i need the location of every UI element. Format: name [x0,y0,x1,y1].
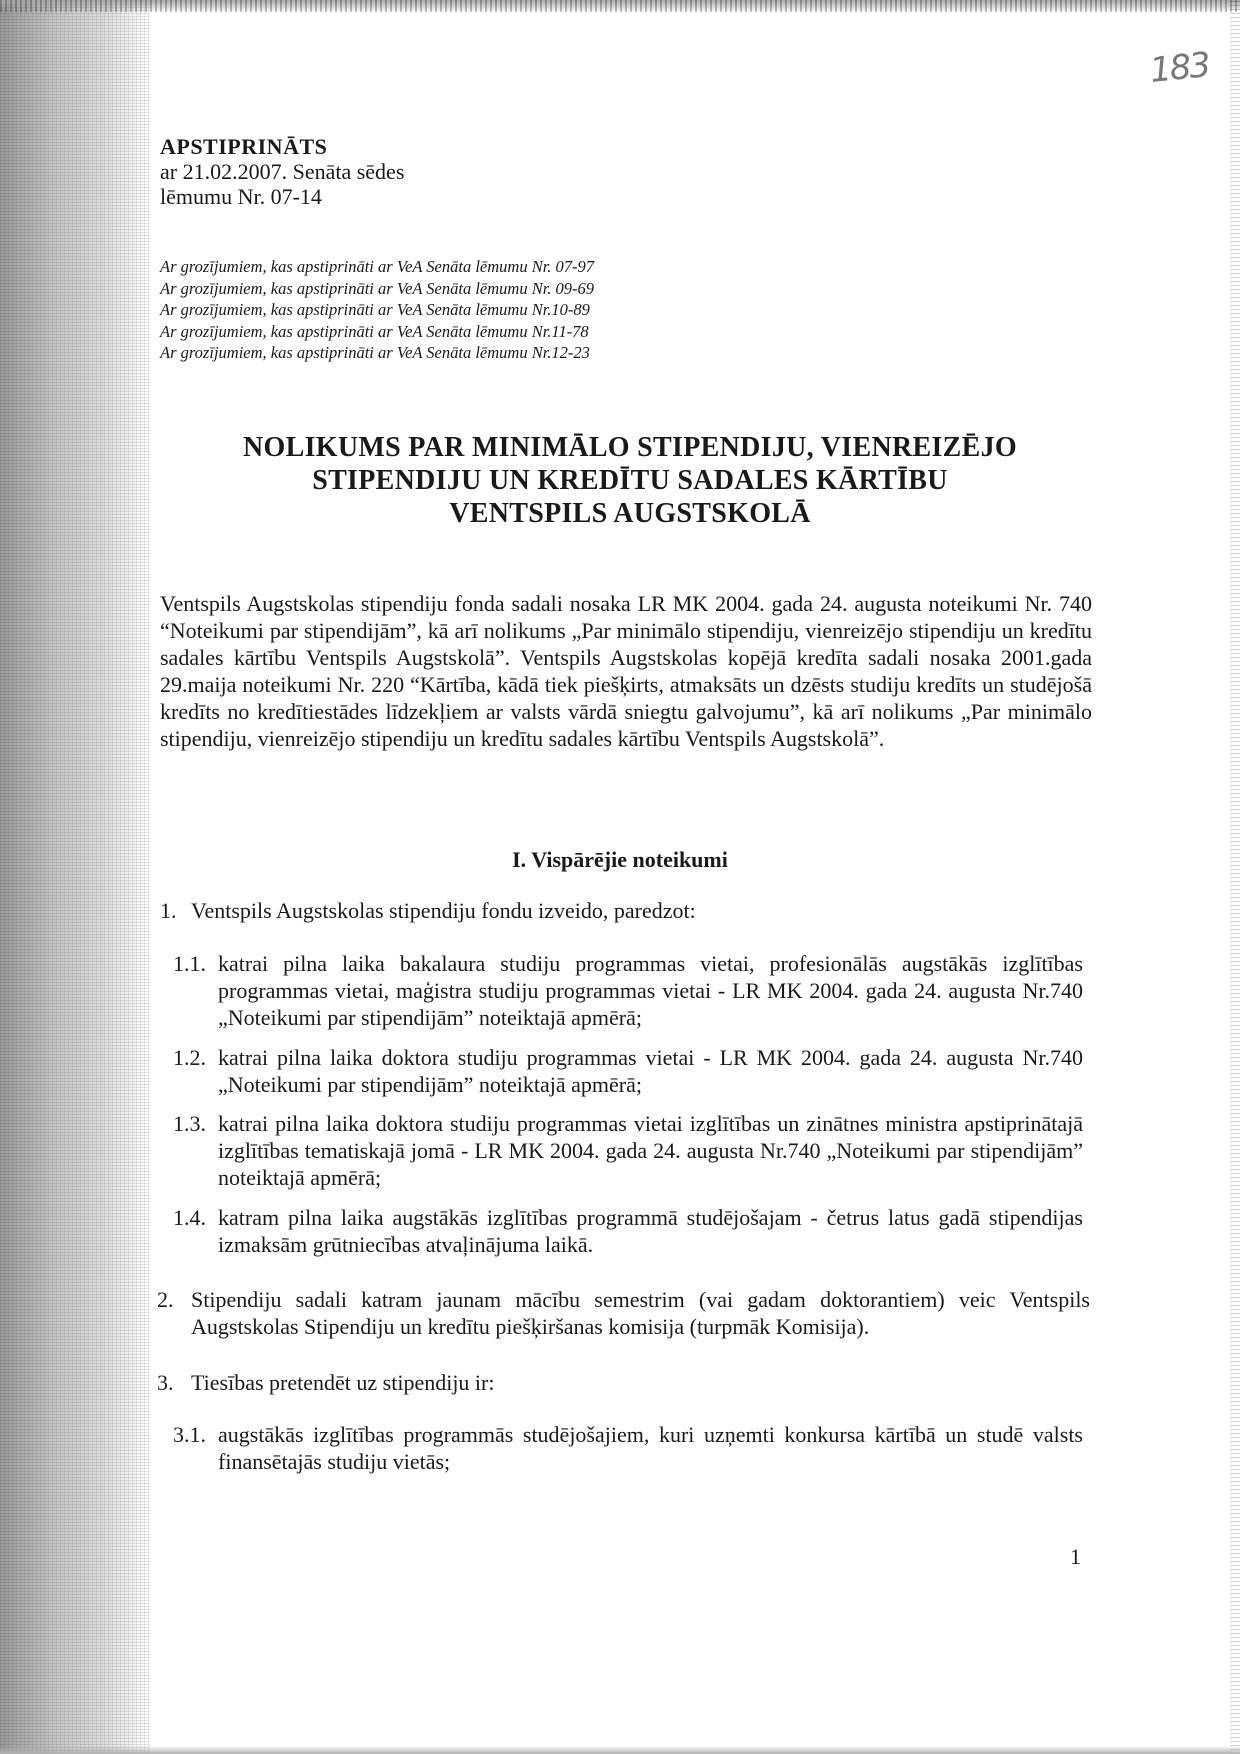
clause-text: katrai pilna laika bakalaura studiju programmas vietai, profesionālās augstākās izglītības programmas vietai, maģistra studiju programmas vietai - LR MK 2004. gada 24. augusta Nr.740 „Noteikumi par stipendijām” noteiktajā apmērā; [218,951,1083,1030]
clause-3 [157,1369,1090,1396]
section-heading: I. Vispārējie noteikumi [512,847,728,872]
clause-text: katram pilna laika augstākās izglītības programmā studējošajam - četrus latus gadā stipendijas izmaksām grūtniecības atvaļinājuma laikā. [218,1205,1083,1257]
clause-text: katrai pilna laika doktora studiju programmas vietai - LR MK 2004. gada 24. augusta Nr.740 „Noteikumi par stipendijām” noteiktajā apmērā; [218,1045,1083,1097]
title-line-2: STIPENDIJU UN KREDĪTU SADALES KĀRTĪBU [312,465,948,496]
amendment-line: Ar grozījumiem, kas apstiprināti ar VeA Senāta lēmumu Nr.12-23 [160,343,590,362]
scan-right-edge [1230,0,1240,1754]
clause-text: augstākās izglītības programmās studējošajiem, kuri uzņemti konkursa kārtībā un studē valsts finansētajās studiju vietās; [218,1422,1083,1474]
page-number: 1 [1070,1544,1081,1569]
amendment-line: Ar grozījumiem, kas apstiprināti ar VeA Senāta lēmumu Nr.11-78 [160,321,589,341]
clause-number: 1.2. [173,1045,206,1070]
clause-1 [160,897,1090,924]
clause-number: 3.1. [173,1422,206,1447]
clause-2 [157,1286,1090,1340]
intro-paragraph: Ventspils Augstskolas stipendiju fonda sadali nosaka LR MK 2004. gada 24. augusta noteikumi Nr. 740 “Noteikumi par stipendijām”, kā arī nolikums „Par minimālo stipendiju, vienreizējo stipendiju un kredītu sadales kārtību Ventspils Augstskolā”. Ventspils Augstskolas kopējā kredīta sadali nosaka 2001.gada 29.maija noteikumi Nr. 220 “Kārtība, kādā tiek piešķirts, atmaksāts un dzēsts studiju kredīts un studējošā kredīts no kredītiestādes līdzekļiem ar valsts vārdā sniegtu galvojumu”, kā arī nolikums „Par minimālo stipendiju, vienreizējo stipendiju un kredītu sadales kārtību Ventspils Augstskolā”. [160,591,1092,751]
approval-heading: APSTIPRINĀTS [160,134,328,159]
approval-block [160,134,404,209]
amendment-line: Ar grozījumiem, kas apstiprināti ar VeA Senāta lēmumu Nr. 09-69 [160,278,595,298]
document-title [160,431,1100,530]
clause-number: 1.1. [173,951,206,976]
title-line-1: NOLIKUMS PAR MINIMĀLO STIPENDIJU, VIENREIZĒJO [243,432,1017,463]
clause-number: 1. [160,898,177,923]
scan-gutter-shadow [0,0,150,1754]
approval-decision-line: lēmumu Nr. 07-14 [160,184,322,209]
clause-text: Tiesības pretendēt uz stipendiju ir: [191,1370,495,1395]
clause-number: 2. [157,1287,174,1312]
amendment-line: Ar grozījumiem, kas apstiprināti ar VeA Senāta lēmumu Nr.10-89 [160,300,590,319]
approval-date-line: ar 21.02.2007. Senāta sēdes [160,159,405,184]
title-line-3: VENTSPILS AUGSTSKOLĀ [449,498,811,529]
scan-bottom-edge [0,1746,1240,1754]
clause-number: 3. [157,1370,174,1395]
clause-number: 1.4. [173,1205,206,1230]
clause-1-3 [173,1110,1083,1191]
clause-1-2 [173,1044,1083,1098]
amendment-line: Ar grozījumiem, kas apstiprināti ar VeA Senāta lēmumu Nr. 07-97 [160,257,595,276]
amendments-list [160,256,594,364]
clause-text: Stipendiju sadali katram jaunam mācību semestrim (vai gadam doktorantiem) veic Ventspils Augstskolas Stipendiju un kredītu piešķiršanas komisija (turpmāk Komisija). [191,1287,1090,1339]
clause-3-1 [173,1421,1083,1475]
handwritten-page-number: 183 [1148,45,1211,91]
clause-number: 1.3. [173,1111,206,1136]
clause-text: katrai pilna laika doktora studiju programmas vietai izglītības un zinātnes ministra apstiprinātajā izglītības tematiskajā jomā - LR MK 2004. gada 24. augusta Nr.740 „Noteikumi par stipendijām” noteiktajā apmērā; [218,1111,1083,1190]
clause-1-4 [173,1204,1083,1258]
scan-top-edge [0,0,1240,12]
clause-1-1 [173,950,1083,1031]
clause-text: Ventspils Augstskolas stipendiju fondu izveido, paredzot: [191,898,696,923]
